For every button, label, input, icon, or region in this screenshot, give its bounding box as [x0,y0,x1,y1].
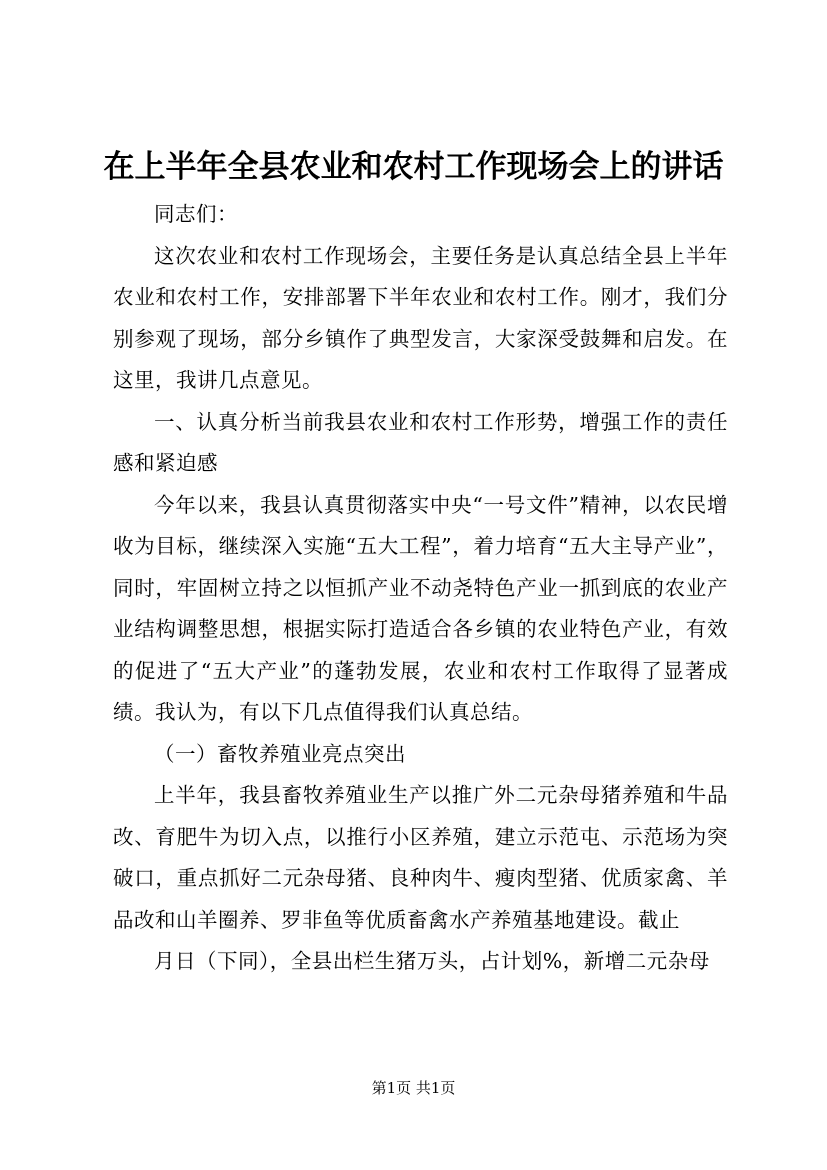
document-title: 在上半年全县农业和农村工作现场会上的讲话 [103,149,724,185]
page-footer: 第1页 共1页 [371,1079,456,1097]
document-body [113,194,728,983]
salutation: 同志们： [154,202,238,226]
body-paragraph: 月日（下同），全县出栏生猪万头，占计划%，新增二元杂母 [154,949,710,973]
body-paragraph: 这次农业和农村工作现场会，主要任务是认真总结全县上半年农业和农村工作，安排部署下半年农业和农村工作。刚才，我们分别参观了现场，部分乡镇作了典型发言，大家深受鼓舞和启发。在这里，我讲几点意见。 [113,243,728,392]
body-paragraph: 上半年，我县畜牧养殖业生产以推广外二元杂母猪养殖和牛品改、育肥牛为切入点，以推行小区养殖，建立示范屯、示范场为突破口，重点抓好二元杂母猪、良种肉牛、瘦肉型猪、优质家禽、羊品改和山羊圈养、罗非鱼等优质畜禽水产养殖基地建设。截止 [113,783,728,932]
subsection-heading: （一）畜牧养殖业亮点突出 [154,741,406,766]
body-paragraph: 今年以来，我县认真贯彻落实中央“一号文件”精神，以农民增收为目标，继续深入实施“五大工程”，着力培育“五大主导产业”，同时，牢固树立持之以恒抓产业不动尧特色产业一抓到底的农业产业结构调整思想，根据实际打造适合各乡镇的农业特色产业，有效的促进了“五大产业”的蓬勃发展，农业和农村工作取得了显著成绩。我认为，有以下几点值得我们认真总结。 [113,492,728,724]
section-heading: 一、认真分析当前我县农业和农村工作形势，增强工作的责任感和紧迫感 [113,409,728,475]
